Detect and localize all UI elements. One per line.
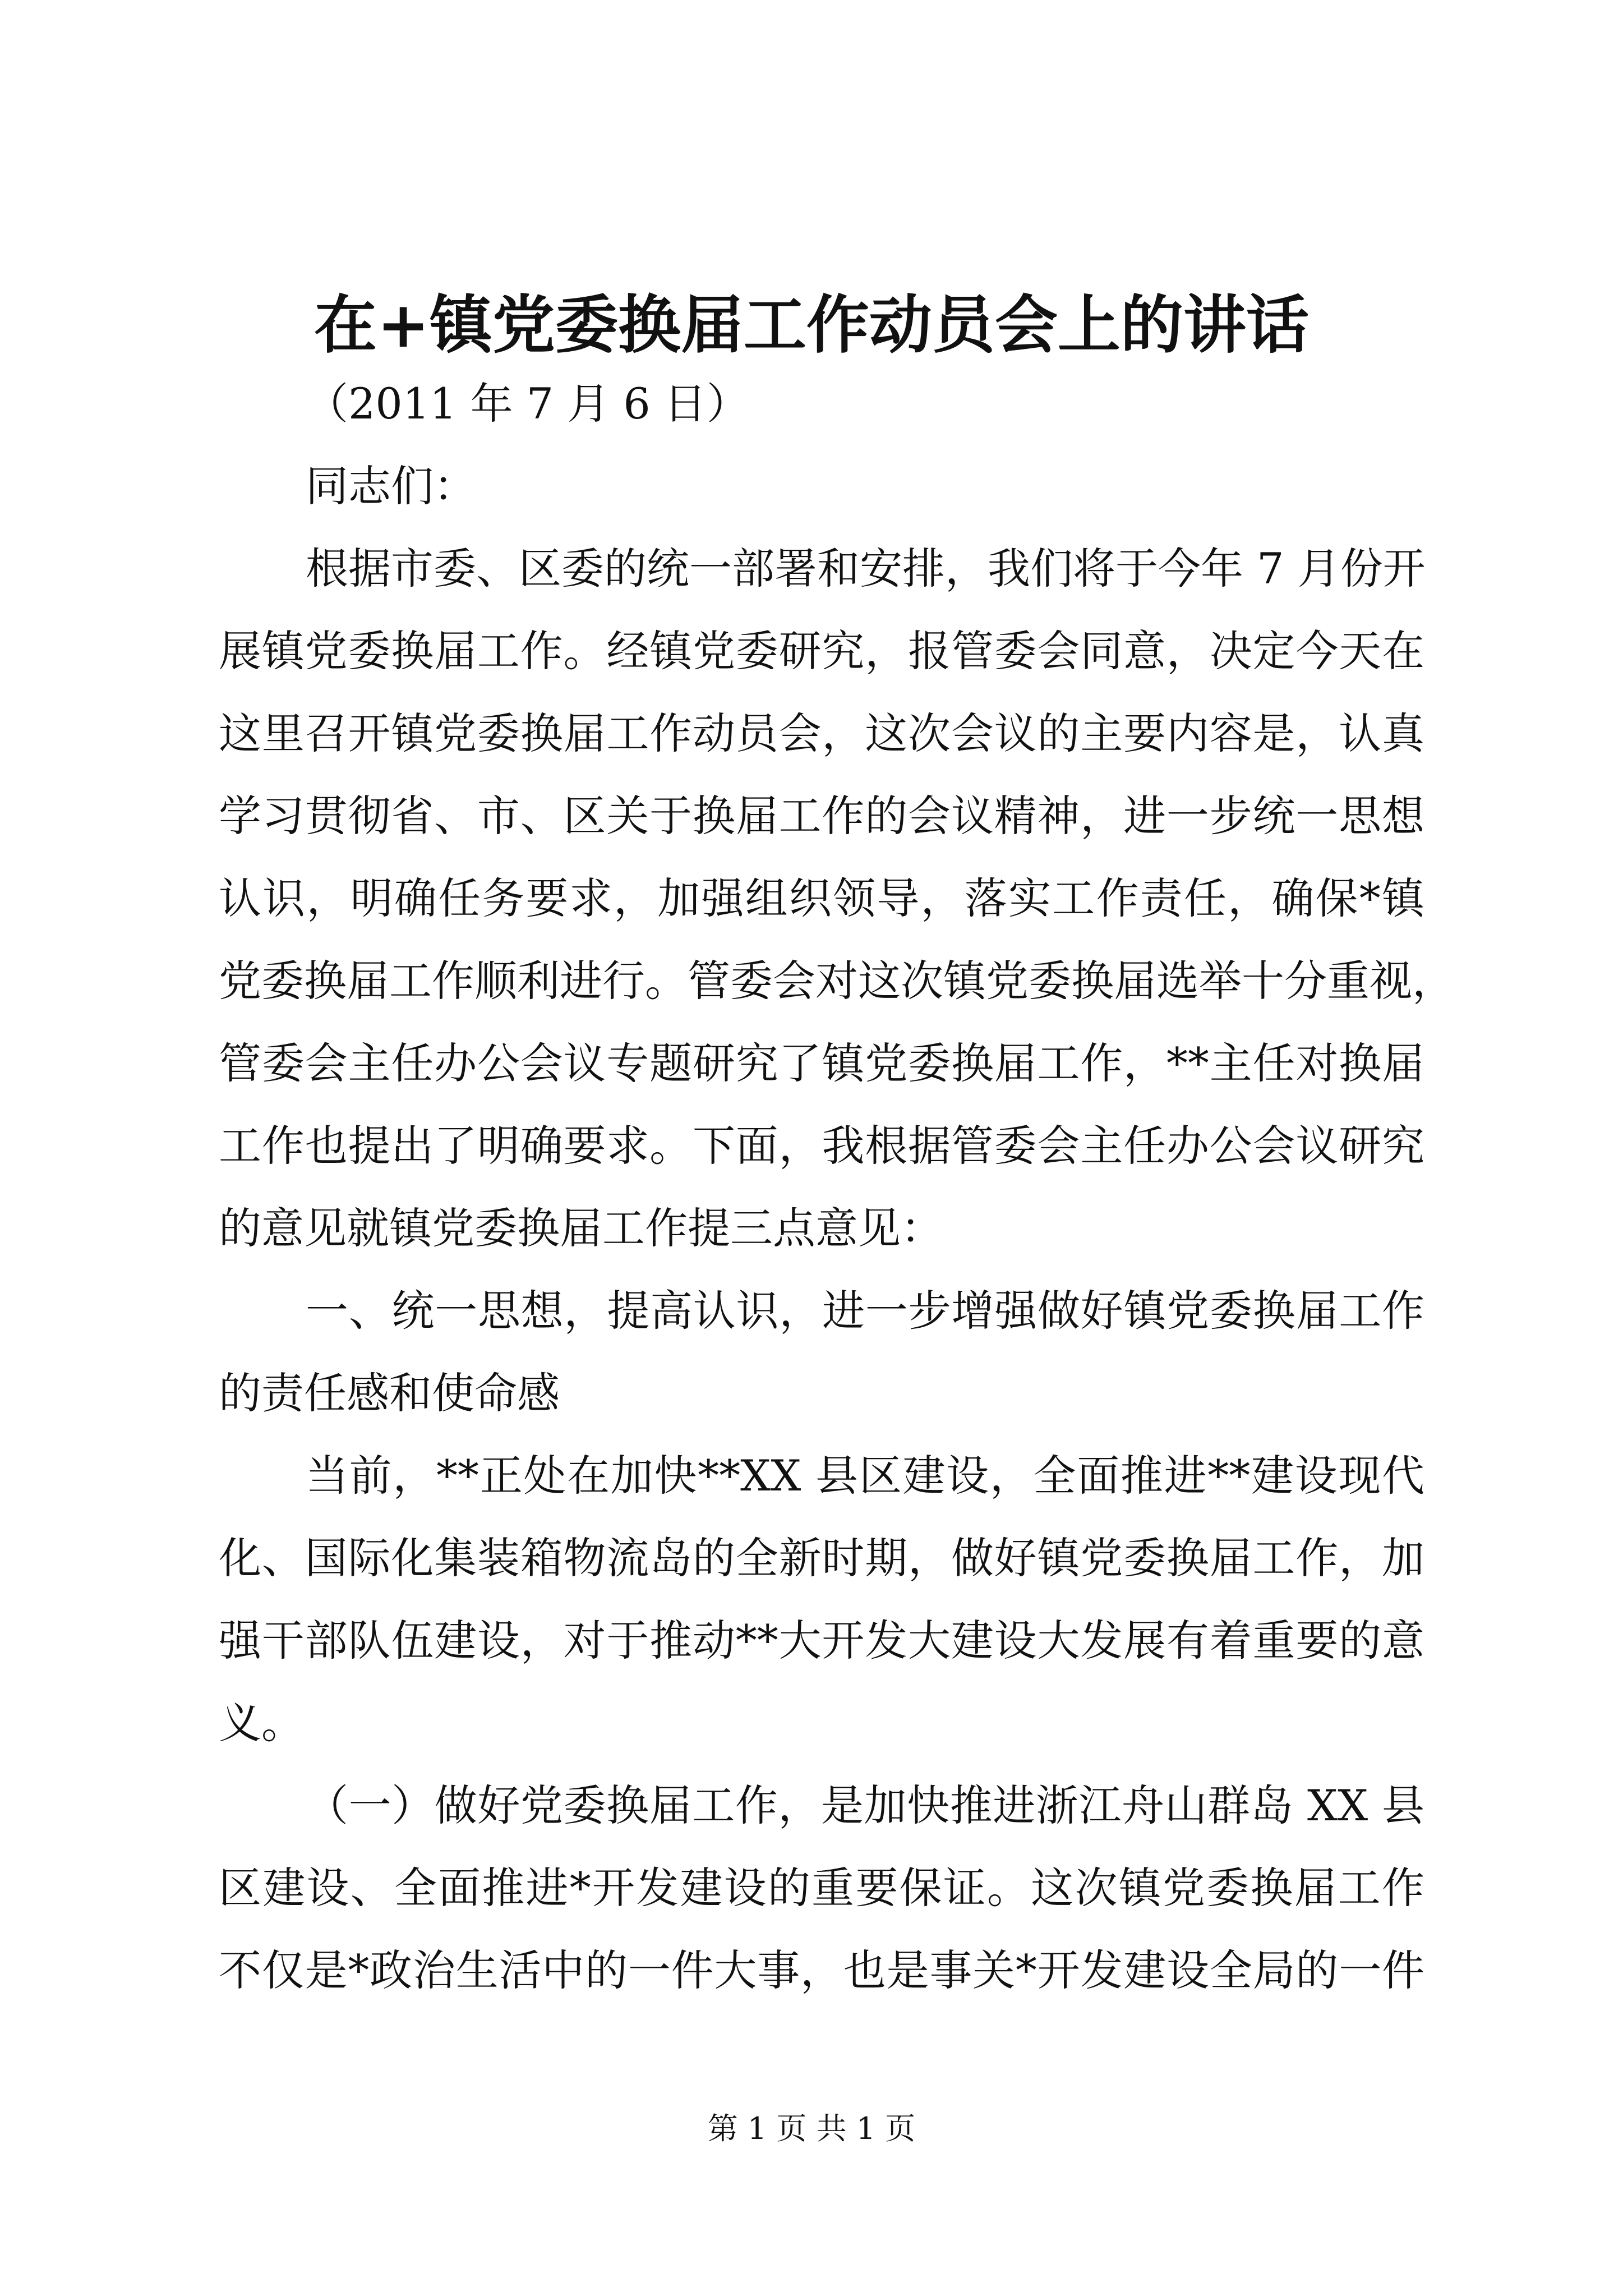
document-title: 在+镇党委换届工作动员会上的讲话	[314, 288, 1309, 362]
text-line: 管委会主任办公会议专题研究了镇党委换届工作，**主任对换届	[219, 1038, 1424, 1088]
page-footer: 第 1 页 共 1 页	[707, 2111, 916, 2146]
text-line: 认识，明确任务要求，加强组织领导，落实工作责任，确保*镇	[219, 873, 1424, 923]
text-line: （一）做好党委换届工作，是加快推进浙江舟山群岛 XX 县	[306, 1780, 1424, 1830]
text-line: 学习贯彻省、市、区关于换届工作的会议精神，进一步统一思想	[219, 791, 1424, 841]
text-line: 这里召开镇党委换届工作动员会，这次会议的主要内容是，认真	[219, 708, 1424, 758]
text-line: 化、国际化集装箱物流岛的全新时期，做好镇党委换届工作，加	[219, 1533, 1424, 1583]
text-line: （2011 年 7 月 6 日）	[306, 379, 749, 429]
text-line: 的意见就镇党委换届工作提三点意见：	[219, 1203, 943, 1253]
text-line: 不仅是*政治生活中的一件大事，也是事关*开发建设全局的一件	[219, 1945, 1424, 1995]
text-line: 区建设、全面推进*开发建设的重要保证。这次镇党委换届工作	[219, 1863, 1424, 1913]
text-line: 同志们：	[306, 461, 476, 511]
text-line: 工作也提出了明确要求。下面，我根据管委会主任办公会议研究	[219, 1121, 1424, 1171]
text-line: 义。	[219, 1698, 304, 1748]
text-line: 展镇党委换届工作。经镇党委研究，报管委会同意，决定今天在	[219, 626, 1424, 676]
text-line: 党委换届工作顺利进行。管委会对这次镇党委换届选举十分重视，	[219, 956, 1455, 1006]
text-line: 根据市委、区委的统一部署和安排，我们将于今年 7 月份开	[306, 544, 1426, 593]
text-line: 强干部队伍建设，对于推动**大开发大建设大发展有着重要的意	[219, 1616, 1424, 1665]
text-line: 当前，**正处在加快**XX 县区建设，全面推进**建设现代	[306, 1451, 1424, 1501]
text-line: 的责任感和使命感	[219, 1368, 560, 1418]
text-line: 一、统一思想，提高认识，进一步增强做好镇党委换届工作	[306, 1286, 1424, 1336]
